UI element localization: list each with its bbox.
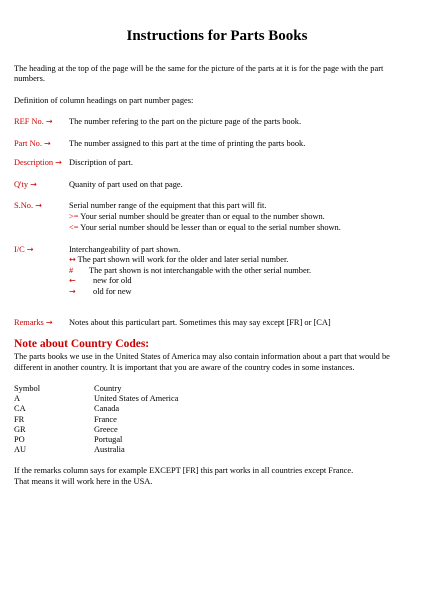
serial-note-text: Your serial number should be greater than or equal to the number shown. <box>80 212 325 221</box>
def-serial-no: Serial number range of the equipment that this part will fit. <box>69 201 267 210</box>
right-arrow-icon: → <box>55 158 62 167</box>
ic-note-text: The part shown will work for the older and later serial number. <box>77 255 289 264</box>
serial-note-lte <box>69 223 341 232</box>
serial-note-gte <box>69 212 325 221</box>
term-serial-no <box>14 201 42 210</box>
right-arrow-icon: → <box>44 139 51 148</box>
right-arrow-icon: → <box>45 318 53 327</box>
page-title: Instructions for Parts Books <box>126 28 308 44</box>
def-ic: Interchangeability of part shown. <box>69 245 181 254</box>
lte-symbol: <= <box>69 223 79 232</box>
intro-line-1: The heading at the top of the page will be the same for the picture of the parts at it is for the page with the part <box>14 64 384 73</box>
table-row-symbol: AU <box>14 445 27 455</box>
country-para-line-1: The parts books we use in the United States of America may also contain information about a part that would be <box>14 352 390 361</box>
column-header-country: Country <box>94 384 122 393</box>
right-arrow-icon: → <box>35 201 42 210</box>
term-ref-no <box>14 117 53 126</box>
left-arrow-icon: ← <box>69 276 76 285</box>
def-description: Discription of part. <box>69 158 133 167</box>
gte-symbol: >= <box>69 212 79 221</box>
country-codes-heading: Note about Country Codes: <box>14 338 150 350</box>
def-qty: Quanity of part used on that page. <box>69 180 183 189</box>
term-label: S.No. <box>14 201 34 210</box>
intro-line-2: numbers. <box>14 74 45 83</box>
table-row-country: France <box>94 414 117 424</box>
table-row-symbol: FR <box>14 414 25 424</box>
ic-note-text: old for new <box>93 287 132 296</box>
term-label: I/C <box>14 245 25 254</box>
ic-note-new-for-old <box>69 276 132 285</box>
table-row-symbol: PO <box>14 435 25 444</box>
def-part-no: The number assigned to this part at the time of printing the parts book. <box>69 139 306 148</box>
table-row-country: Canada <box>94 404 120 414</box>
column-header-symbol: Symbol <box>14 384 41 393</box>
right-arrow-icon: → <box>30 180 37 189</box>
ic-note-text: The part shown is not interchangable with the other serial number. <box>89 266 312 275</box>
definitions-heading: Definition of column headings on part number pages: <box>14 96 194 105</box>
serial-note-text: Your serial number should be lesser than or equal to the serial number shown. <box>80 223 341 232</box>
table-row-symbol: A <box>14 394 21 404</box>
term-qty <box>14 180 37 189</box>
term-label: REF No. <box>14 117 44 126</box>
term-label: Description <box>14 158 54 167</box>
term-label: Remarks <box>14 318 44 327</box>
table-row-country: Portugal <box>94 435 123 444</box>
term-remarks <box>14 318 53 327</box>
table-row-symbol: GR <box>14 424 26 434</box>
ic-note-text: new for old <box>93 276 132 285</box>
table-row-country: United States of America <box>94 394 179 404</box>
left-right-arrow-icon: ↔ <box>69 255 76 264</box>
table-row-symbol: CA <box>14 404 26 414</box>
right-arrow-icon: → <box>69 287 76 296</box>
term-ic <box>14 245 34 254</box>
closing-line-1: If the remarks column says for example EXCEPT [FR] this part works in all countries except France. <box>14 466 354 475</box>
def-ref-no: The number refering to the part on the picture page of the parts book. <box>69 117 302 126</box>
hash-symbol: # <box>69 266 74 275</box>
table-row-country: Australia <box>94 445 125 455</box>
ic-note-both <box>69 255 288 264</box>
term-description <box>14 158 62 167</box>
def-remarks: Notes about this particulart part. Sometimes this may say except [FR] or [CA] <box>69 318 331 327</box>
right-arrow-icon: → <box>45 117 53 126</box>
table-row-country: Greece <box>94 424 118 434</box>
term-label: Part No. <box>14 139 42 148</box>
ic-note-old-for-new <box>69 287 132 296</box>
country-para-line-2: different in another country. It is important that you are aware of the country codes in some instances. <box>14 363 355 372</box>
term-part-no <box>14 139 51 148</box>
term-label: Q'ty <box>14 180 29 189</box>
closing-line-2: That means it will work here in the USA. <box>14 477 153 486</box>
ic-note-not <box>69 266 311 275</box>
right-arrow-icon: → <box>26 245 34 254</box>
